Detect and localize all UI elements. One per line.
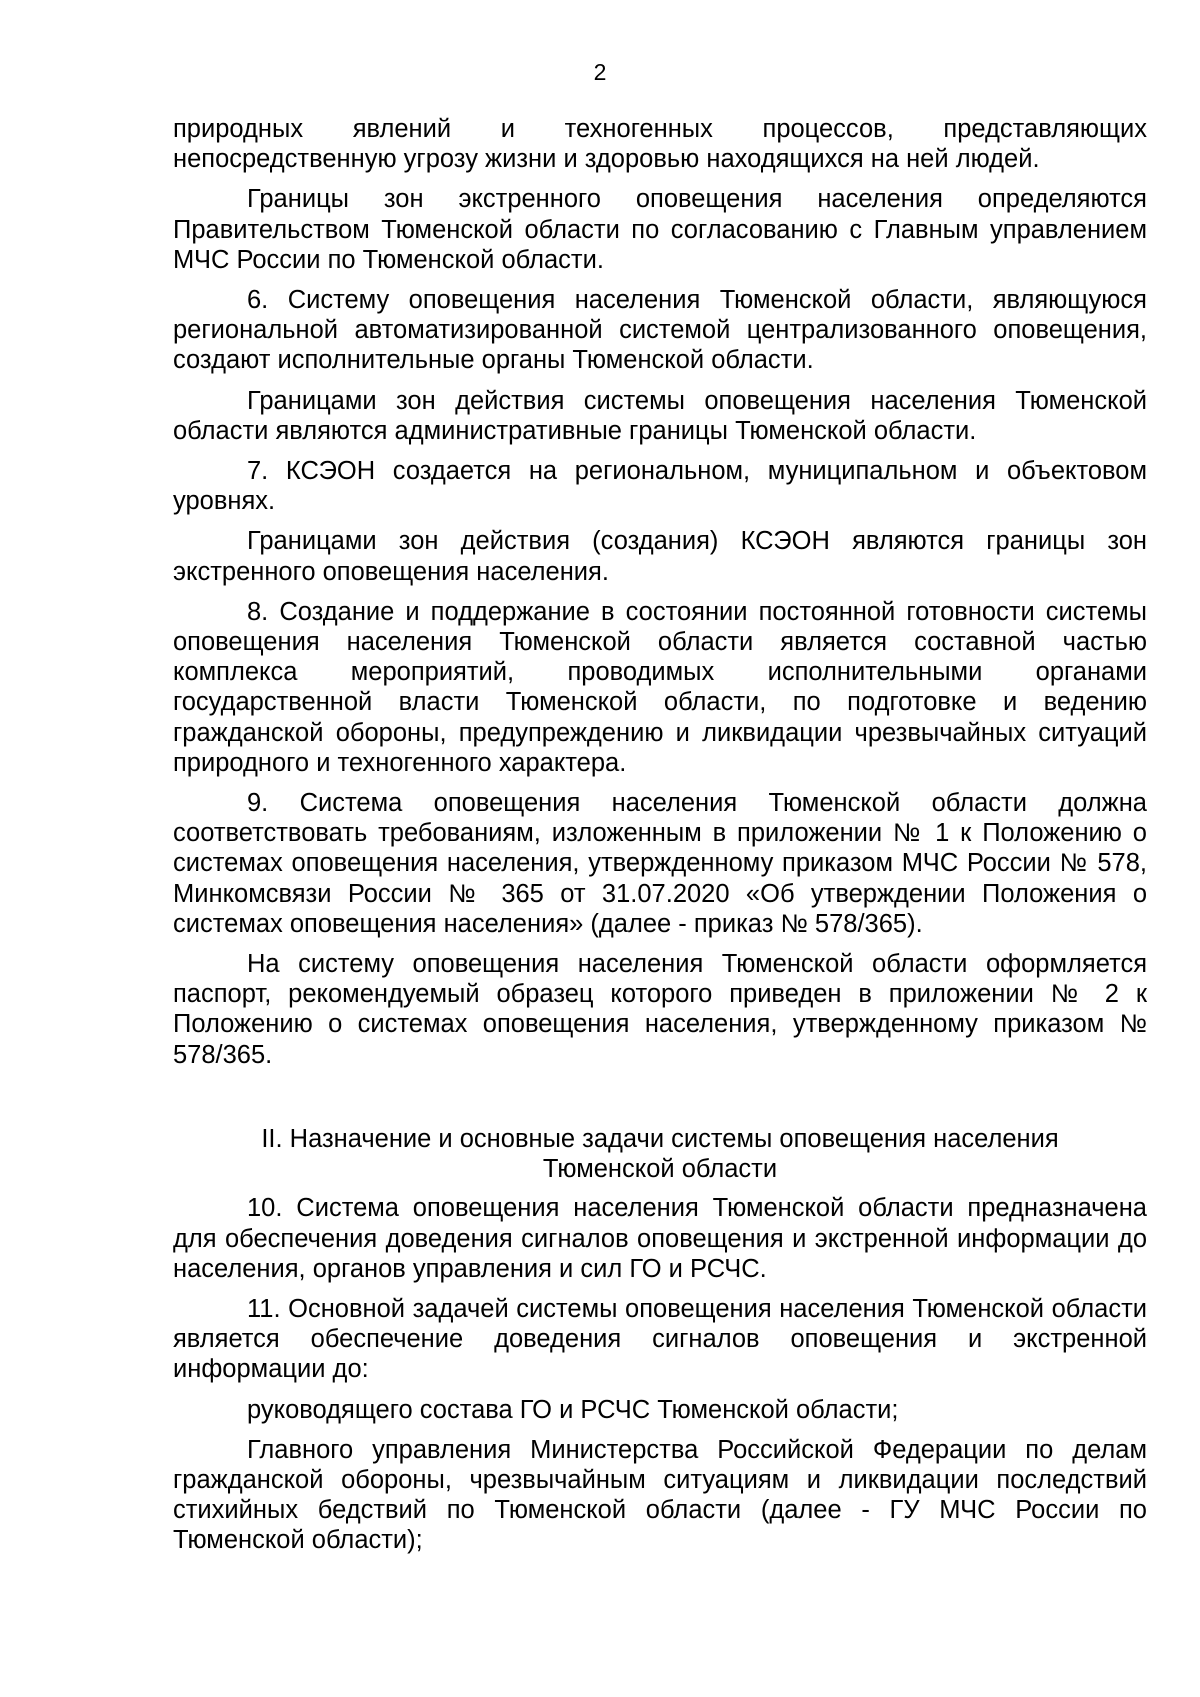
- paragraph: 11. Основной задачей системы оповещения населения Тюменской области является обеспечение доведения сигналов оповещения и экстренной информации до:: [173, 1294, 1147, 1384]
- paragraph: 10. Система оповещения населения Тюменской области предназначена для обеспечения доведения сигналов оповещения и экстренной информации до населения, органов управления и сил ГО и РСЧС.: [173, 1194, 1147, 1283]
- document-body: [173, 114, 1147, 1566]
- paragraph: природных явлений и техногенных процессов, представляющих непосредственную угрозу жизни и здоровью находящихся на ней людей.: [173, 115, 1147, 174]
- page-number: 2: [593, 59, 607, 85]
- paragraph: Главного управления Министерства Российской Федерации по делам гражданской обороны, чрезвычайным ситуациям и ликвидации последствий стихийных бедствий по Тюменской области (далее - ГУ МЧС России по Тюменской области);: [173, 1435, 1147, 1555]
- section-spacer: [173, 1080, 1147, 1124]
- section-heading-line: II. Назначение и основные задачи системы оповещения населения: [261, 1124, 1059, 1153]
- paragraph: Границами зон действия (создания) КСЭОН являются границы зон экстренного оповещения населения.: [173, 527, 1147, 586]
- paragraph: Границы зон экстренного оповещения населения определяются Правительством Тюменской области по согласованию с Главным управлением МЧС России по Тюменской области.: [173, 185, 1147, 274]
- section-heading: [173, 1124, 1147, 1184]
- paragraph: 7. КСЭОН создается на региональном, муниципальном и объектовом уровнях.: [173, 457, 1147, 516]
- paragraph: На систему оповещения населения Тюменской области оформляется паспорт, рекомендуемый образец которого приведен в приложении № 2 к Положению о системах оповещения населения, утвержденному приказом № 578/365.: [173, 950, 1147, 1069]
- paragraph: 8. Создание и поддержание в состоянии постоянной готовности системы оповещения населения Тюменской области является составной частью комплекса мероприятий, проводимых исполнительными органами государственной власти Тюменской области, по подготовке и ведению гражданской обороны, предупреждению и ликвидации чрезвычайных ситуаций природного и техногенного характера.: [173, 597, 1147, 777]
- paragraph: 9. Система оповещения населения Тюменской области должна соответствовать требованиям, изложенным в приложении № 1 к Положению о системах оповещения населения, утвержденному приказом МЧС России № 578, Минкомсвязи России № 365 от 31.07.2020 «Об утверждении Положения о системах оповещения населения» (далее - приказ № 578/365).: [173, 789, 1147, 938]
- paragraph: руководящего состава ГО и РСЧС Тюменской области;: [247, 1395, 899, 1424]
- paragraph: 6. Систему оповещения населения Тюменской области, являющуюся региональной автоматизированной системой централизованного оповещения, создают исполнительные органы Тюменской области.: [173, 286, 1147, 375]
- section-heading-line: Тюменской области: [542, 1155, 778, 1184]
- paragraph: Границами зон действия системы оповещения населения Тюменской области являются административные границы Тюменской области.: [173, 386, 1147, 445]
